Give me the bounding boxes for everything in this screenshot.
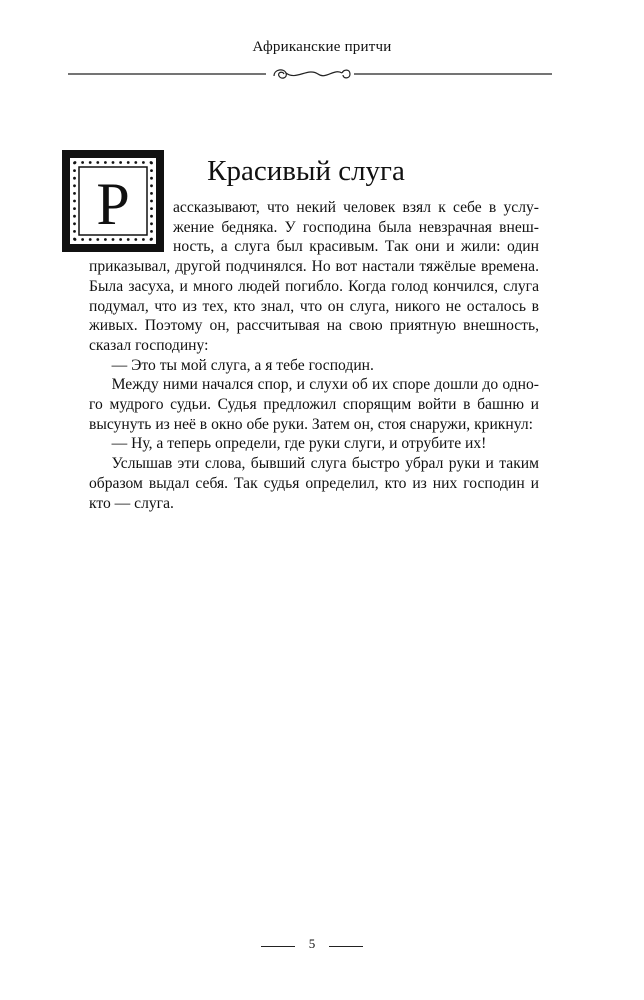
paragraph-5: Услышав эти слова, бывший слуга быстро убрал руки и таким образом выдал себя. Так судья определил, кто из них господин и кто — слуга. (89, 455, 539, 512)
paragraph-1: ассказывают, что некий человек взял к себе в услужение бедняка. У господина была невзрачная внешность, а слуга был красивым. Так они и жили: один приказывал, другой подчинялся. Но вот настали тяжёлые времена. Была засуха, и много людей погибло. Когда голод кончился, слуга подумал, что из тех, кто знал, что он слуга, никого не осталось в живых. Поэтому он, рассчитывая на свою приятную внешность, сказал господину: (89, 199, 539, 354)
page-number: 5 (308, 936, 316, 951)
story-body (89, 198, 539, 513)
drop-cap-space (89, 198, 173, 255)
paragraph-2: — Это ты мой слуга, а я тебе господин. (111, 356, 374, 374)
footer-rule-right (329, 946, 363, 947)
drop-cap-letter: Р (96, 171, 130, 237)
page-footer (0, 936, 644, 956)
story-title: Красивый слуга (207, 155, 405, 188)
header-ornament-divider (68, 61, 552, 87)
paragraph-4: — Ну, а теперь определи, где руки слуги, и отрубите их! (111, 435, 487, 453)
paragraph-3: Между ними начался спор, и слухи об их споре дошли до одного мудрого судьи. Судья предложил спорящим войти в башню и высунуть из неё в окно обе руки. Затем он, стоя снаружи, крикнул: (89, 376, 539, 433)
footer-rule-left (261, 946, 295, 947)
running-header: Африканские притчи (252, 39, 392, 55)
